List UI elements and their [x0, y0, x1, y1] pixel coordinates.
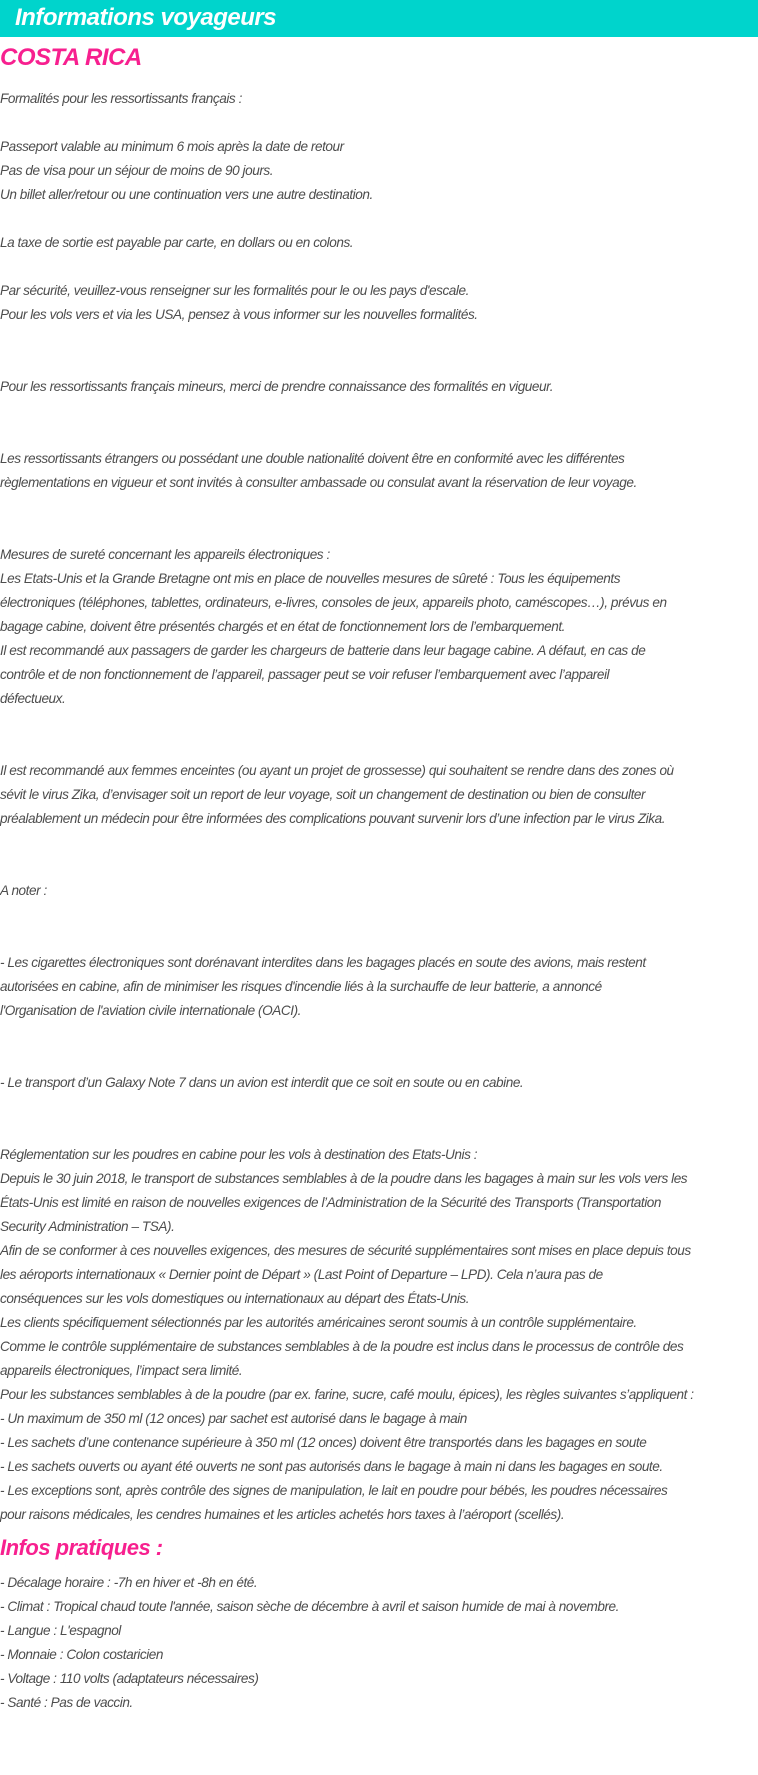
text-line: Pour les ressortissants français mineurs, merci de prendre connaissance des formalités en vigueur. — [0, 379, 554, 394]
blank-line — [0, 735, 758, 759]
country-title: COSTA RICA — [0, 44, 142, 71]
text-line: défectueux. — [0, 691, 66, 706]
infos-pratiques-list — [0, 1571, 758, 1715]
text-line: - Un maximum de 350 ml (12 onces) par sachet est autorisé dans le bagage à main — [0, 1411, 467, 1426]
info-item: - Voltage : 110 volts (adaptateurs nécessaires) — [0, 1671, 259, 1686]
text-line: États-Unis est limité en raison de nouvelles exigences de l’Administration de la Sécurité des Transports (Transportation — [0, 1195, 662, 1210]
text-line: appareils électroniques, l’impact sera limité. — [0, 1363, 243, 1378]
info-item: - Climat : Tropical chaud toute l'année, saison sèche de décembre à avril et saison humide de mai à novembre. — [0, 1599, 619, 1614]
text-line: A noter : — [0, 883, 47, 898]
text-line: Par sécurité, veuillez-vous renseigner sur les formalités pour le ou les pays d'escale. — [0, 283, 469, 298]
info-item: - Monnaie : Colon costaricien — [0, 1647, 163, 1662]
blank-line — [0, 519, 758, 543]
text-line: autorisées en cabine, afin de minimiser les risques d'incendie liés à la surchauffe de leur batterie, a annoncé — [0, 979, 602, 994]
text-line: Pas de visa pour un séjour de moins de 90 jours. — [0, 163, 274, 178]
text-line: contrôle et de non fonctionnement de l’appareil, passager peut se voir refuser l’embarquement avec l’appareil — [0, 667, 610, 682]
body-text — [0, 87, 758, 1527]
page-title: Informations voyageurs — [15, 4, 277, 31]
text-line: - Les cigarettes électroniques sont dorénavant interdites dans les bagages placés en soute des avions, mais restent — [0, 955, 646, 970]
text-line: La taxe de sortie est payable par carte, en dollars ou en colons. — [0, 235, 354, 250]
blank-line — [0, 399, 758, 423]
text-line: les aéroports internationaux « Dernier point de Départ » (Last Point of Departure – LPD). Cela n’aura pas de — [0, 1267, 603, 1282]
text-line: conséquences sur les vols domestiques ou internationaux au départ des États-Unis. — [0, 1291, 470, 1306]
blank-line — [0, 111, 758, 135]
infos-pratiques-title: Infos pratiques : — [0, 1535, 163, 1560]
text-line: Les Etats-Unis et la Grande Bretagne ont mis en place de nouvelles mesures de sûreté : Tous les équipements — [0, 571, 621, 586]
blank-line — [0, 423, 758, 447]
text-line: Pour les vols vers et via les USA, pensez à vous informer sur les nouvelles formalités. — [0, 307, 478, 322]
text-line: l'Organisation de l'aviation civile internationale (OACI). — [0, 1003, 301, 1018]
text-line: préalablement un médecin pour être informées des complications pouvant survenir lors d’une infection par le virus Zika. — [0, 811, 666, 826]
info-item: - Santé : Pas de vaccin. — [0, 1695, 133, 1710]
blank-line — [0, 711, 758, 735]
blank-line — [0, 207, 758, 231]
blank-line — [0, 855, 758, 879]
info-item: - Décalage horaire : -7h en hiver et -8h en été. — [0, 1575, 258, 1590]
text-line: Il est recommandé aux femmes enceintes (ou ayant un projet de grossesse) qui souhaitent se rendre dans des zones où — [0, 763, 674, 778]
text-line: - Les sachets d’une contenance supérieure à 350 ml (12 onces) doivent être transportés dans les bagages en soute — [0, 1435, 647, 1450]
text-line: électroniques (téléphones, tablettes, ordinateurs, e-livres, consoles de jeux, appareils photo, caméscopes…), prévus en — [0, 595, 667, 610]
text-line: Afin de se conformer à ces nouvelles exigences, des mesures de sécurité supplémentaires sont mises en place depuis tous — [0, 1243, 691, 1258]
blank-line — [0, 351, 758, 375]
blank-line — [0, 327, 758, 351]
blank-line — [0, 1047, 758, 1071]
blank-line — [0, 903, 758, 927]
text-line: Security Administration – TSA). — [0, 1219, 175, 1234]
text-line: Les clients spécifiquement sélectionnés par les autorités américaines seront soumis à un contrôle supplémentaire. — [0, 1315, 637, 1330]
text-line: Comme le contrôle supplémentaire de substances semblables à de la poudre est inclus dans le processus de contrôle des — [0, 1339, 684, 1354]
text-line: Un billet aller/retour ou une continuation vers une autre destination. — [0, 187, 373, 202]
text-line: Il est recommandé aux passagers de garder les chargeurs de batterie dans leur bagage cabine. A défaut, en cas de — [0, 643, 646, 658]
text-line: Passeport valable au minimum 6 mois après la date de retour — [0, 139, 344, 154]
text-line: bagage cabine, doivent être présentés chargés et en état de fonctionnement lors de l’embarquement. — [0, 619, 565, 634]
header-bar — [0, 0, 758, 37]
text-line: sévit le virus Zika, d’envisager soit un report de leur voyage, soit un changement de destination ou bien de consulter — [0, 787, 646, 802]
text-line: Depuis le 30 juin 2018, le transport de substances semblables à de la poudre dans les bagages à main sur les vols vers les — [0, 1171, 688, 1186]
blank-line — [0, 1023, 758, 1047]
info-item: - Langue : L'espagnol — [0, 1623, 121, 1638]
travel-info-content — [0, 87, 758, 1715]
blank-line — [0, 831, 758, 855]
text-line: Réglementation sur les poudres en cabine pour les vols à destination des Etats-Unis : — [0, 1147, 478, 1162]
text-line: - Les sachets ouverts ou ayant été ouverts ne sont pas autorisés dans le bagage à main ni dans les bagages en soute. — [0, 1459, 663, 1474]
text-line: règlementations en vigueur et sont invités à consulter ambassade ou consulat avant la réservation de leur voyage. — [0, 475, 637, 490]
blank-line — [0, 1119, 758, 1143]
text-line: - Le transport d’un Galaxy Note 7 dans un avion est interdit que ce soit en soute ou en cabine. — [0, 1075, 524, 1090]
text-line: Formalités pour les ressortissants français : — [0, 91, 242, 106]
blank-line — [0, 495, 758, 519]
text-line: - Les exceptions sont, après contrôle des signes de manipulation, le lait en poudre pour bébés, les poudres nécessaires — [0, 1483, 668, 1498]
blank-line — [0, 255, 758, 279]
blank-line — [0, 927, 758, 951]
text-line: pour raisons médicales, les cendres humaines et les articles achetés hors taxes à l’aéroport (scellés). — [0, 1507, 565, 1522]
blank-line — [0, 1095, 758, 1119]
text-line: Les ressortissants étrangers ou possédant une double nationalité doivent être en conformité avec les différentes — [0, 451, 625, 466]
text-line: Mesures de sureté concernant les appareils électroniques : — [0, 547, 330, 562]
text-line: Pour les substances semblables à de la poudre (par ex. farine, sucre, café moulu, épices), les règles suivantes s’appliquent : — [0, 1387, 694, 1402]
